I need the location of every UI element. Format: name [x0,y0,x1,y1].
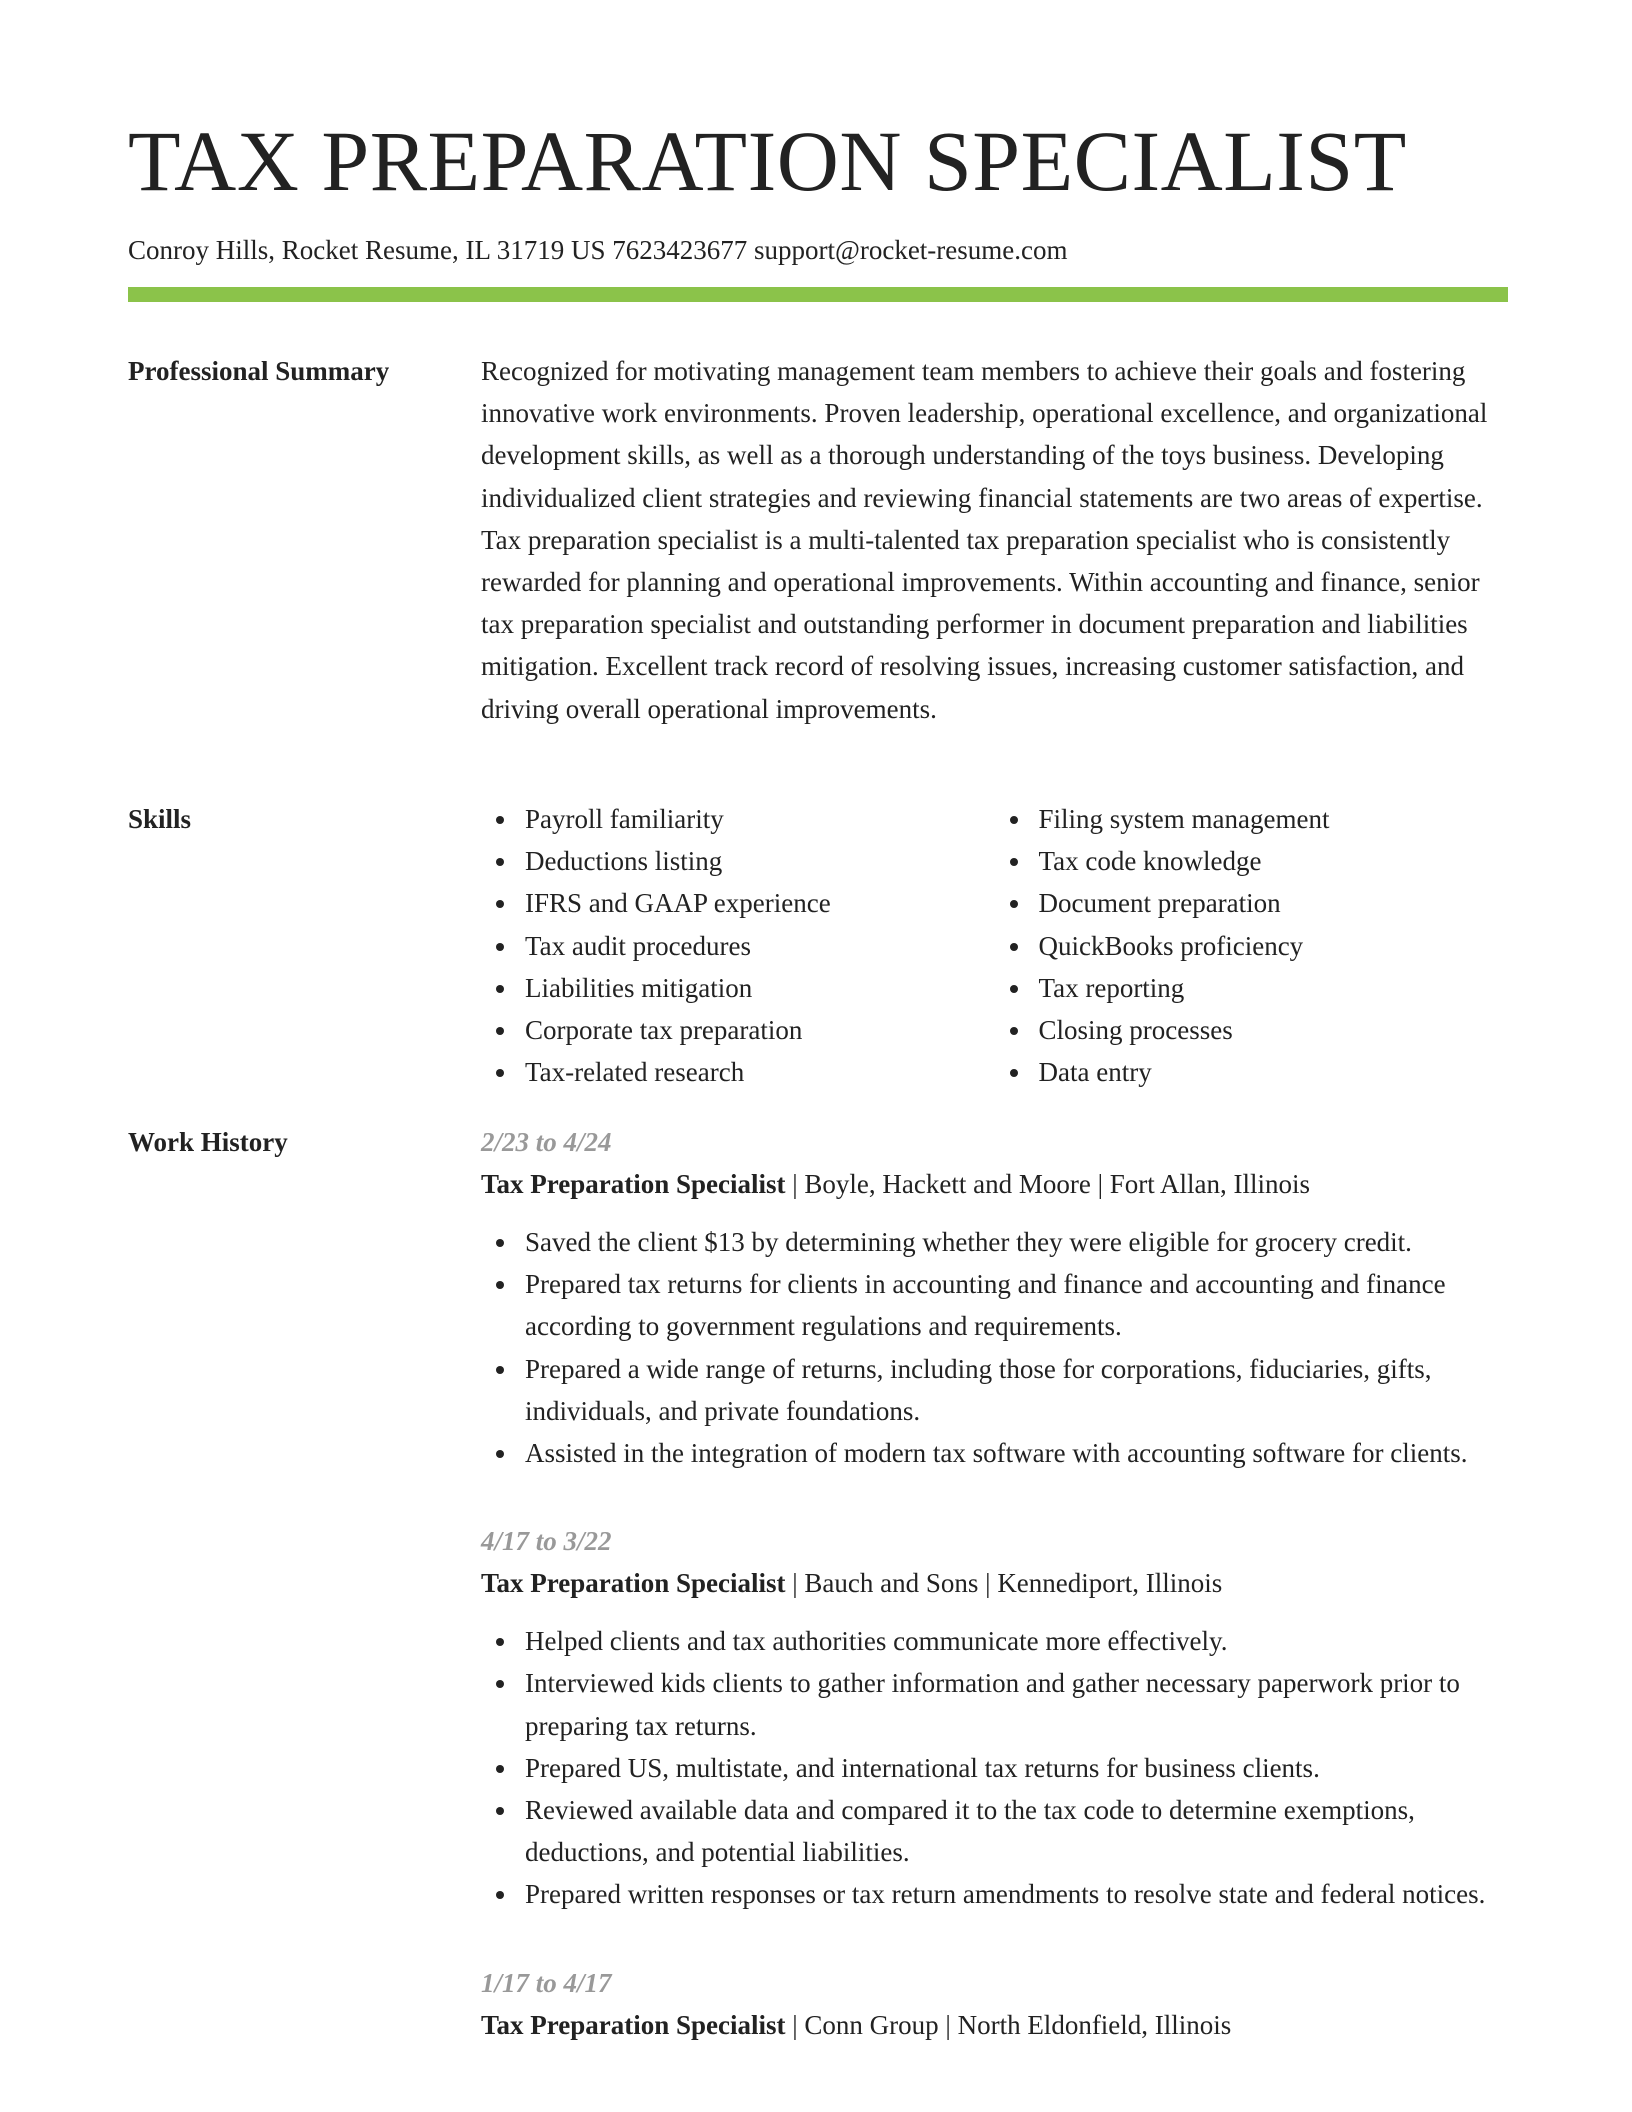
job-location: Fort Allan, Illinois [1109,1169,1311,1199]
job-dates: 4/17 to 3/22 [481,1526,612,1557]
job-bullet: Helped clients and tax authorities communicate more effectively. [525,1620,1508,1662]
skill-item: IFRS and GAAP experience [525,882,995,924]
job-entry [481,1520,1508,1915]
skill-item: Tax reporting [1039,967,1509,1009]
job-bullet: Prepared tax returns for clients in accounting and finance and accounting and finance according to government regulations and requirements. [525,1263,1508,1347]
job-separator: | [938,2009,958,2040]
summary-text: Recognized for motivating management team members to achieve their goals and fostering innovative work environments. Proven leadership, operational excellence, and organizational development skills, as well as a thorough understanding of the toys business. Developing individualized client strategies and reviewing financial statements are two areas of expertise. Tax preparation specialist is a multi-talented tax preparation specialist who is consistently rewarded for planning and operational improvements. Within accounting and finance, senior tax preparation specialist and outstanding performer in document preparation and liabilities mitigation. Excellent track record of resolving issues, increasing customer satisfaction, and driving overall operational improvements. [481,356,1488,724]
summary-body [481,350,1508,730]
skills-column-right [995,798,1509,1093]
job-bullet-list [481,1221,1508,1474]
work-history-body [481,1121,1508,2092]
job-title-line [481,1562,1508,1604]
skill-item: Data entry [1039,1051,1509,1093]
job-separator: | [1090,1169,1110,1199]
skills-column-left [481,798,995,1093]
job-bullet-list [481,1620,1508,1915]
job-entry [481,1962,1508,2046]
contact-address: Conroy Hills, Rocket Resume, IL 31719 US [128,235,606,265]
skill-item: Tax audit procedures [525,925,995,967]
job-title-line [481,1163,1508,1205]
skill-item: Document preparation [1039,882,1509,924]
job-dates: 2/23 to 4/24 [481,1127,612,1157]
skill-item: Tax-related research [525,1051,995,1093]
resume-name: TAX PREPARATION SPECIALIST [128,113,1407,209]
job-bullet: Assisted in the integration of modern tax software with accounting software for clients. [525,1432,1508,1474]
job-company: Bauch and Sons [804,1568,979,1599]
skill-item: Tax code knowledge [1039,840,1509,882]
work-history-heading: Work History [128,1127,288,1157]
job-dates: 1/17 to 4/17 [481,1967,612,1998]
job-company: Conn Group [804,2009,939,2040]
skill-item: Closing processes [1039,1009,1509,1051]
job-company: Boyle, Hackett and Moore [804,1169,1091,1199]
contact-phone: 7623423677 [612,235,748,265]
skill-item: Liabilities mitigation [525,967,995,1009]
job-bullet: Reviewed available data and compared it to the tax code to determine exemptions, deductions, and potential liabilities. [525,1789,1508,1873]
skill-item: Filing system management [1039,798,1509,840]
job-bullet: Saved the client $13 by determining whether they were eligible for grocery credit. [525,1221,1508,1263]
contact-line [128,232,1068,268]
job-separator: | [785,1568,805,1599]
skill-item: Payroll familiarity [525,798,995,840]
job-bullet: Prepared written responses or tax return amendments to resolve state and federal notices. [525,1873,1508,1915]
job-entry [481,1121,1508,1474]
job-bullet: Interviewed kids clients to gather information and gather necessary paperwork prior to preparing tax returns. [525,1662,1508,1746]
job-bullet: Prepared a wide range of returns, including those for corporations, fiduciaries, gifts, individuals, and private foundations. [525,1348,1508,1432]
job-separator: | [785,2009,805,2040]
skill-item: Corporate tax preparation [525,1009,995,1051]
job-location: Kennediport, Illinois [997,1568,1223,1599]
job-separator: | [785,1169,805,1199]
job-title: Tax Preparation Specialist [481,1568,786,1599]
job-location: North Eldonfield, Illinois [957,2009,1232,2040]
skill-item: QuickBooks proficiency [1039,925,1509,967]
job-title: Tax Preparation Specialist [481,2009,786,2040]
contact-email: support@rocket-resume.com [753,235,1068,265]
skills-heading: Skills [128,804,192,834]
skills-grid [481,798,1508,1093]
job-title-line [481,2004,1508,2046]
job-title: Tax Preparation Specialist [481,1169,786,1199]
summary-heading: Professional Summary [128,356,390,386]
job-separator: | [978,1568,998,1599]
accent-divider [128,287,1508,302]
job-bullet: Prepared US, multistate, and international tax returns for business clients. [525,1747,1508,1789]
skill-item: Deductions listing [525,840,995,882]
skills-body [481,798,1508,1093]
